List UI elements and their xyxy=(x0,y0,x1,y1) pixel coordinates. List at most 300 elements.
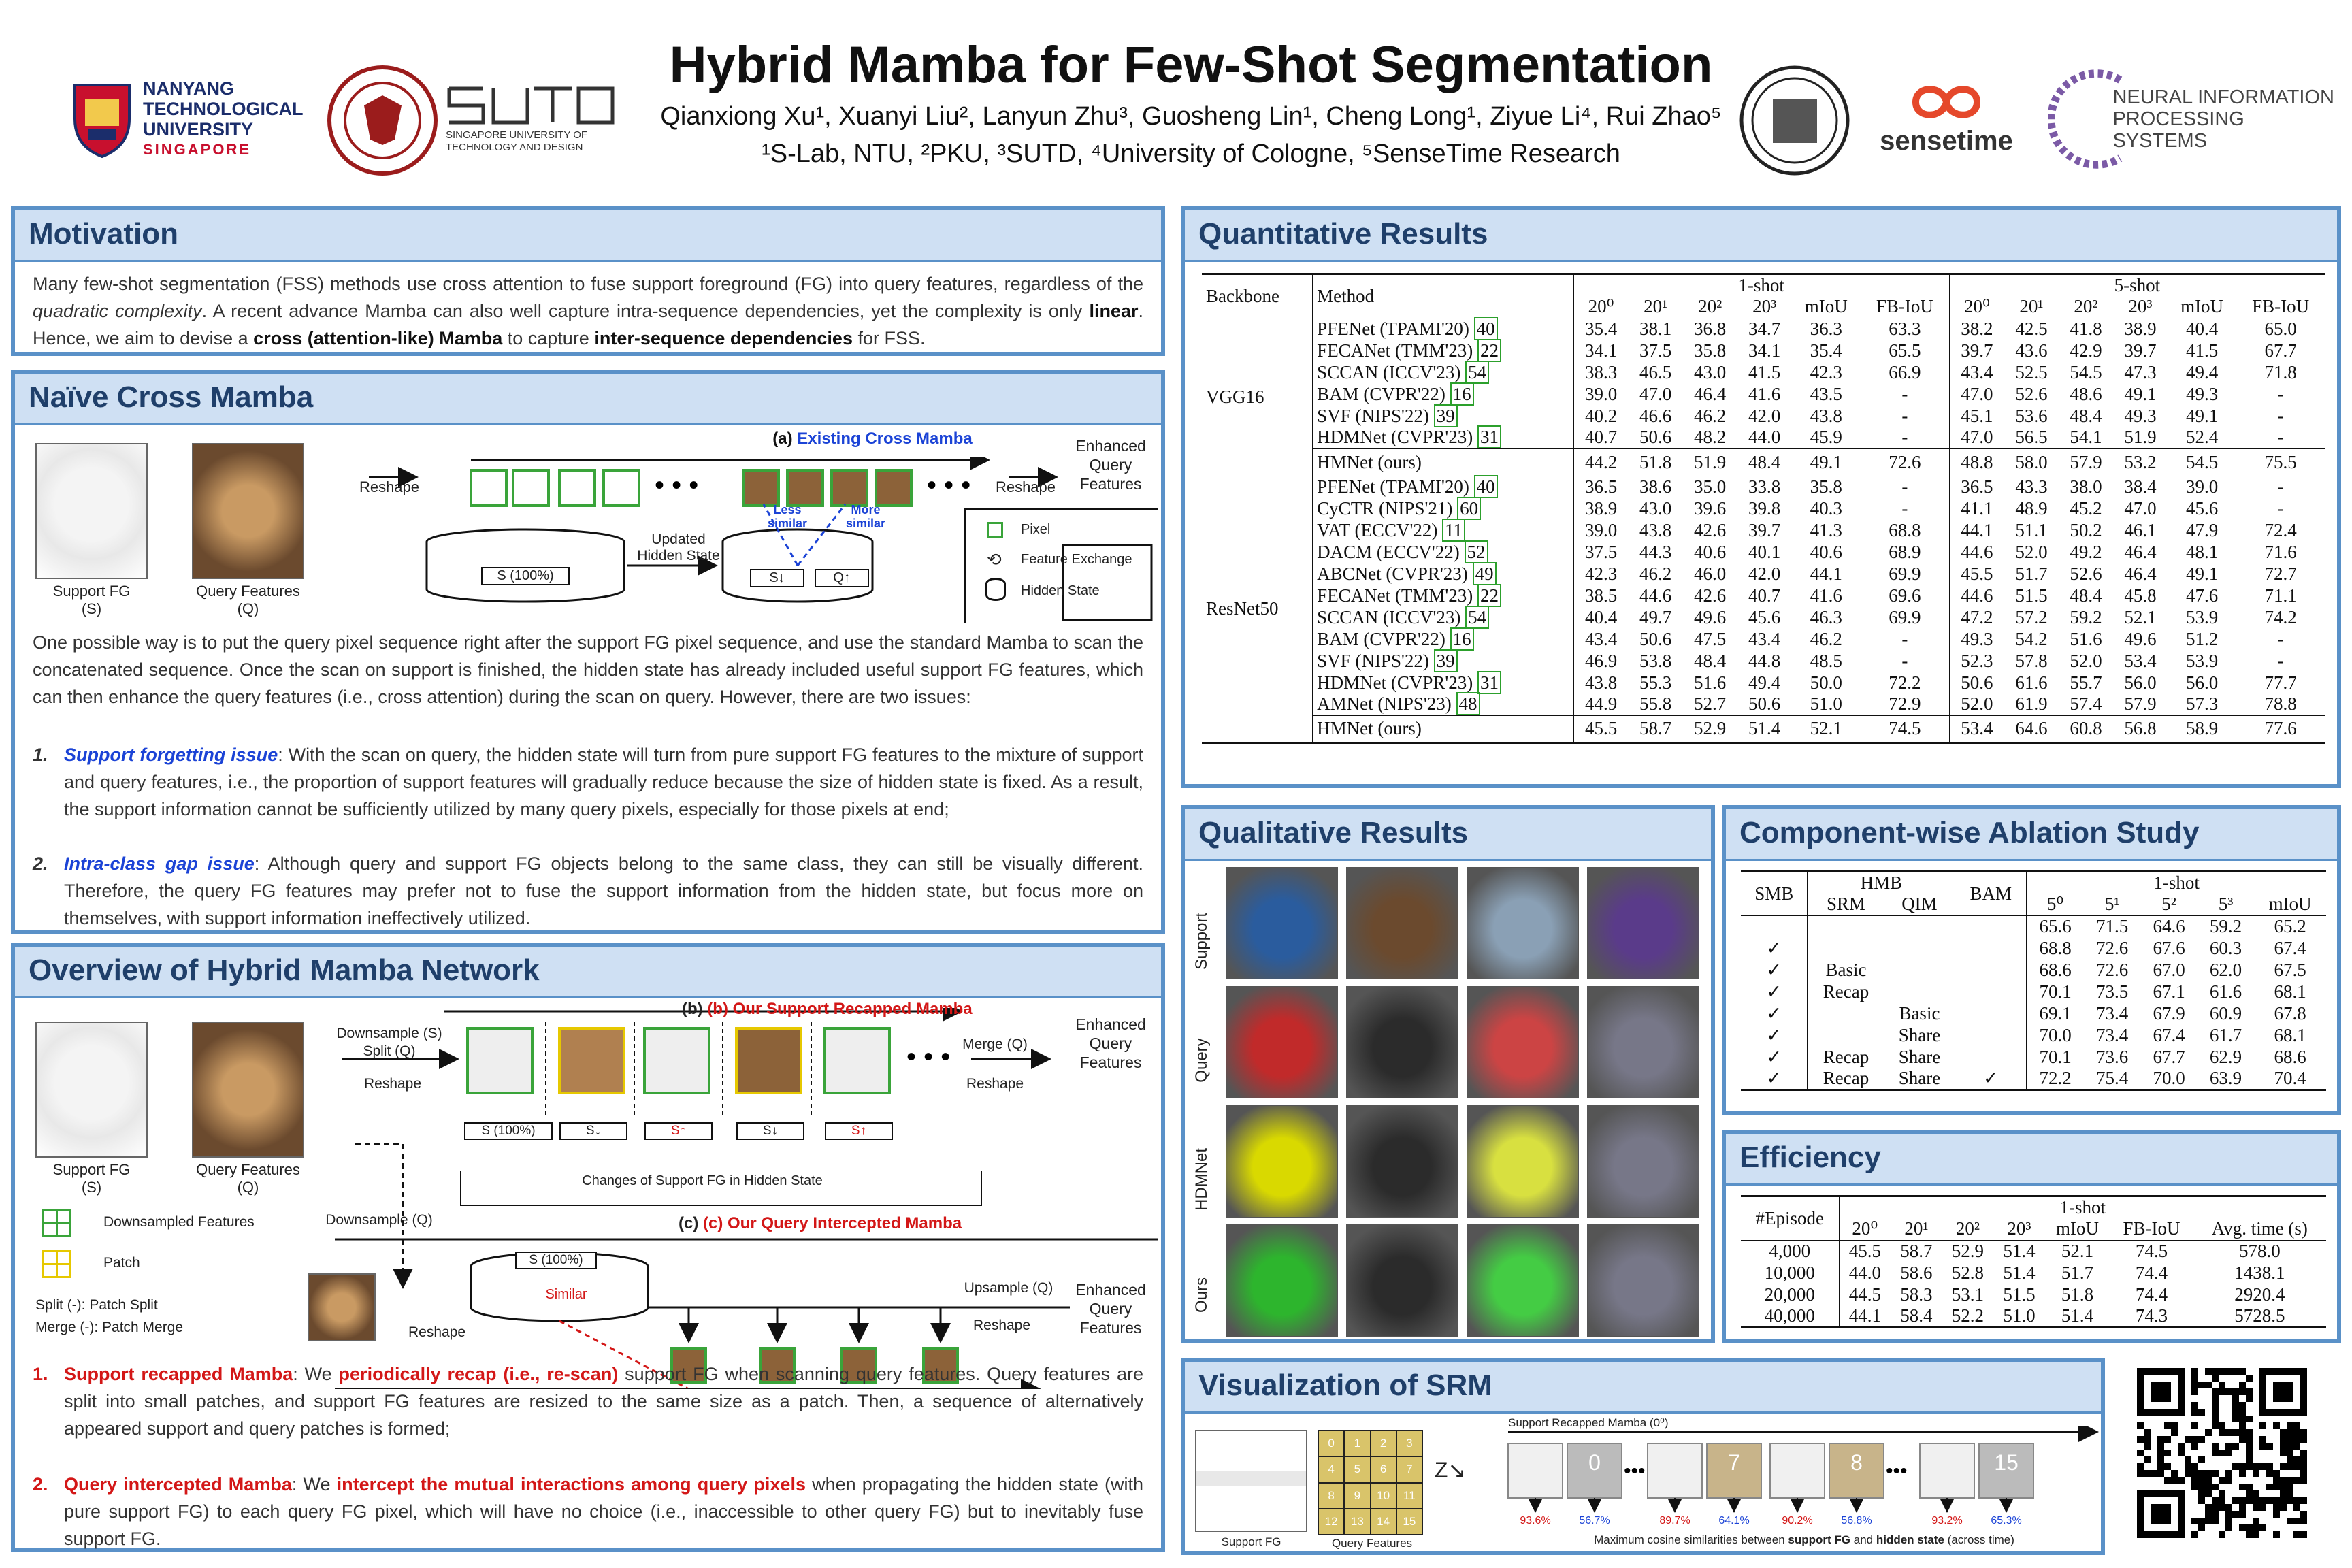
value-cell: 61.6 xyxy=(2209,981,2242,1002)
value-cell: 46.3 xyxy=(1810,606,1842,627)
grid-patch: 6 xyxy=(1371,1457,1396,1482)
value-cell: 10,000 xyxy=(1764,1262,1815,1283)
value-cell: 45.1 xyxy=(1949,405,2004,427)
section-title: Motivation xyxy=(15,210,1161,262)
table-row xyxy=(1202,672,2325,693)
col-1shot: 1-shot xyxy=(1839,1196,2326,1219)
citation-link[interactable]: 48 xyxy=(1456,692,1480,715)
value-cell: 40.6 xyxy=(1810,541,1842,562)
citation-link[interactable]: 11 xyxy=(1442,519,1465,542)
value-cell xyxy=(1955,1024,2027,1046)
value-cell: 48.5 xyxy=(1810,650,1842,671)
value-cell: 38.5 xyxy=(1573,585,1629,606)
value-cell: 52.8 xyxy=(1951,1262,1984,1283)
value-cell: 43.8 xyxy=(1573,672,1629,693)
enhanced-label: Enhanced Query Features xyxy=(1075,1015,1146,1071)
naive-cross-mamba-section xyxy=(11,370,1165,934)
reshape-label: Reshape xyxy=(966,1076,1024,1092)
srm-section xyxy=(1181,1358,2105,1555)
value-cell: 71.5 xyxy=(2096,915,2129,936)
value-cell: 65.6 xyxy=(2027,915,2084,937)
upsample-q-label: Upsample (Q) xyxy=(964,1280,1054,1296)
value-cell: 52.6 xyxy=(2015,383,2048,404)
value-cell: 46.2 xyxy=(1639,563,1672,584)
grid-patch: 15 xyxy=(1397,1509,1422,1534)
value-cell: 40.7 xyxy=(1748,585,1781,606)
value-cell: 42.0 xyxy=(1748,563,1781,584)
value-cell: 51.7 xyxy=(2061,1262,2094,1283)
split-q-label: Split (Q) xyxy=(363,1043,416,1059)
reshape-label: Reshape xyxy=(995,478,1056,495)
row-label-hdmnet: HDMNet xyxy=(1192,1148,1211,1211)
table-row xyxy=(1202,476,2325,497)
svg-text:• • •: • • • xyxy=(655,470,699,500)
value-cell: 43.4 xyxy=(1949,361,2004,383)
value-cell: 48.8 xyxy=(1949,448,2004,476)
neurips-logo xyxy=(2048,61,2334,177)
naive-body-text: One possible way is to put the query pixel sequence right after the support FG pixel sequence, and use the standard Mamba to scan the concatenated sequence. Once the scan on support is finished, the hidden state has already included useful support FG features, which can then enhance the query features (i.e., cross attention) during the scan on query. However, there are two issues: xyxy=(33,632,1143,707)
method-cell: PFENet (TPAMI'20) 40 xyxy=(1313,476,1573,497)
value-cell: Recap xyxy=(1808,1068,1884,1090)
support-fg-label: Support FG xyxy=(1221,1535,1281,1548)
support-fg-label: Support FG xyxy=(52,583,131,600)
qualitative-image xyxy=(1226,986,1338,1098)
value-cell: 51.4 xyxy=(2061,1305,2094,1326)
merge-q-label: Merge (Q) xyxy=(962,1036,1028,1052)
value-cell: 38.9 xyxy=(2124,318,2157,339)
qualitative-image xyxy=(1587,986,1699,1098)
value-cell: 67.4 xyxy=(2153,1024,2185,1045)
value-cell: ✓ xyxy=(1766,1068,1782,1088)
value-cell: 71.6 xyxy=(2264,541,2297,562)
value-cell: 38.1 xyxy=(1639,318,1672,339)
value-cell: 38.3 xyxy=(1573,361,1629,383)
value-cell: 42.6 xyxy=(1694,585,1727,606)
value-cell: 68.8 xyxy=(2027,937,2084,959)
col-fold: 20⁰ xyxy=(1949,296,2004,318)
table-row xyxy=(1202,606,2325,628)
value-cell: 44.8 xyxy=(1748,650,1781,671)
value-cell: 36.5 xyxy=(1949,476,2004,497)
figure-b-title: (b) (b) Our Support Recapped Mamba xyxy=(682,1000,973,1018)
value-cell: 49.6 xyxy=(1694,606,1727,627)
value-cell: 73.4 xyxy=(2096,1002,2129,1024)
value-cell: - xyxy=(1901,476,1908,497)
value-cell: ✓ xyxy=(1766,1046,1782,1067)
value-cell xyxy=(1884,915,1955,937)
value-cell: 38.9 xyxy=(1573,497,1629,519)
method-cell: HMNet (ours) xyxy=(1313,448,1573,476)
value-cell: 72.9 xyxy=(1889,693,1921,715)
citation-link[interactable]: 52 xyxy=(1465,540,1488,564)
col-fold: 5⁰ xyxy=(2027,894,2084,915)
citation-link[interactable]: 31 xyxy=(1477,671,1501,694)
enhanced-label: Enhanced Query Features xyxy=(1075,437,1146,493)
value-cell: 65.2 xyxy=(2274,915,2306,936)
value-cell: 49.1 xyxy=(2185,405,2219,426)
value-cell: 48.4 xyxy=(1748,451,1781,472)
col-fold: 20¹ xyxy=(1644,296,1668,317)
value-cell: 67.7 xyxy=(2153,1046,2185,1067)
value-cell: 68.8 xyxy=(1889,519,1921,540)
value-cell: Basic xyxy=(1899,1002,1940,1024)
value-cell: 52.9 xyxy=(1694,718,1727,738)
col-fold: mIoU xyxy=(2180,296,2224,317)
value-cell: 39.6 xyxy=(1694,497,1727,519)
table-row xyxy=(1202,541,2325,563)
value-cell: 45.5 xyxy=(1573,715,1629,742)
value-cell: 49.3 xyxy=(2185,383,2219,404)
citation-link[interactable]: 40 xyxy=(1474,475,1498,498)
grid-patch: 4 xyxy=(1319,1457,1343,1482)
value-cell: 50.6 xyxy=(1949,672,2004,693)
changes-caption: Changes of Support FG in Hidden State xyxy=(582,1173,823,1188)
value-cell: 34.7 xyxy=(1748,318,1781,339)
value-cell: 42.3 xyxy=(1573,563,1629,585)
col-qim: QIM xyxy=(1901,894,1938,915)
legend-split: Split (-): Patch Split xyxy=(35,1297,158,1313)
query-patch-grid xyxy=(1318,1430,1423,1535)
support-fg-sub: (S) xyxy=(81,1179,102,1196)
value-cell: 45.6 xyxy=(1748,606,1781,627)
query-sub: (Q) xyxy=(237,600,259,617)
value-cell: - xyxy=(2277,427,2284,448)
support-fg-image xyxy=(35,443,148,579)
value-cell: 38.4 xyxy=(2124,476,2157,497)
value-cell: 43.8 xyxy=(1810,405,1842,426)
value-cell: 41.3 xyxy=(1810,519,1842,540)
value-cell: 52.0 xyxy=(2015,541,2048,562)
value-cell: 77.7 xyxy=(2264,672,2297,693)
value-cell: 67.4 xyxy=(2274,937,2306,958)
value-cell: 67.1 xyxy=(2153,981,2185,1002)
value-cell: 62.0 xyxy=(2209,959,2242,980)
method-cell: AMNet (NIPS'23) 48 xyxy=(1313,693,1573,715)
value-cell: 39.7 xyxy=(1949,340,2004,361)
citation-link[interactable]: 31 xyxy=(1477,425,1501,448)
value-cell: 47.9 xyxy=(2185,519,2219,540)
citation-link[interactable]: 16 xyxy=(1450,382,1474,406)
table-row xyxy=(1202,427,2325,448)
query-label: Query Features xyxy=(196,1161,300,1178)
value-cell: 44.6 xyxy=(1949,585,2004,606)
value-cell: 57.4 xyxy=(2070,693,2102,715)
method-cell: HDMNet (CVPR'23) 31 xyxy=(1313,427,1573,448)
value-cell: 57.2 xyxy=(2015,606,2048,627)
citation-link[interactable]: 22 xyxy=(1477,339,1501,362)
qualitative-image xyxy=(1346,986,1458,1098)
citation-link[interactable]: 39 xyxy=(1434,649,1458,672)
poster-authors: Qianxiong Xu¹, Xuanyi Liu², Lanyun Zhu³, Guosheng Lin¹, Cheng Long¹, Ziyue Li⁴, Rui Zhao⁵ xyxy=(660,102,1722,131)
grid-patch: 1 xyxy=(1345,1431,1369,1456)
value-cell: 51.8 xyxy=(2061,1284,2094,1305)
value-cell: 49.4 xyxy=(1748,672,1781,693)
citation-link[interactable]: 60 xyxy=(1457,497,1481,520)
value-cell: 49.3 xyxy=(1949,628,2004,650)
section-title: Overview of Hybrid Mamba Network xyxy=(15,947,1161,998)
value-cell: 51.6 xyxy=(1694,672,1727,693)
col-fold: 5³ xyxy=(2218,894,2234,915)
value-cell: 51.0 xyxy=(2003,1305,2036,1326)
motivation-text: Many few-shot segmentation (FSS) methods use cross attention to fuse support foreground (FG) into query features, regardless of the quadratic complexity. A recent advance Mamba can also well capture intra-sequence dependencies, yet the complexity is only linear. Hence, we aim to devise a cross (attention-like) Mamba to capture inter-sequence dependencies for FSS. xyxy=(33,274,1143,348)
col-fold: 20³ xyxy=(2007,1218,2031,1239)
query-downsampled-image xyxy=(308,1273,376,1341)
table-row xyxy=(1202,361,2325,383)
value-cell: 64.6 xyxy=(2153,915,2185,936)
value-cell: 51.5 xyxy=(2015,585,2048,606)
neurips-logo-text: NEURAL INFORMATION xyxy=(2112,86,2334,108)
value-cell: 61.9 xyxy=(2015,693,2048,715)
grid-patch: 12 xyxy=(1319,1509,1343,1534)
backbone-cell: VGG16 xyxy=(1206,386,1264,407)
col-srm: SRM xyxy=(1808,894,1884,915)
legend-patch: Patch xyxy=(103,1255,140,1271)
value-cell: 70.0 xyxy=(2027,1024,2084,1046)
value-cell: 67.5 xyxy=(2274,959,2306,980)
value-cell: 1438.1 xyxy=(2234,1262,2285,1283)
reshape-label: Reshape xyxy=(973,1318,1031,1333)
value-cell: 71.8 xyxy=(2264,361,2297,382)
similarity-percent: 56.8% xyxy=(1841,1515,1872,1526)
qr-code-icon[interactable] xyxy=(2137,1368,2307,1538)
value-cell: 43.6 xyxy=(2015,340,2048,361)
value-cell: 50.6 xyxy=(1639,427,1672,448)
table-row xyxy=(1202,693,2325,715)
value-cell: 42.3 xyxy=(1810,361,1842,382)
value-cell: 53.9 xyxy=(2185,606,2219,627)
value-cell: 74.4 xyxy=(2135,1262,2168,1283)
ntu-logo-text: TECHNOLOGICAL xyxy=(143,99,304,119)
value-cell: 47.2 xyxy=(1949,606,2004,628)
ntu-logo-text: UNIVERSITY xyxy=(143,119,254,140)
value-cell: 58.7 xyxy=(1900,1240,1933,1261)
sutd-logo-text: SINGAPORE UNIVERSITY OF xyxy=(446,129,588,141)
value-cell: 51.4 xyxy=(2003,1240,2036,1261)
col-fold: FB-IoU xyxy=(2252,296,2310,317)
value-cell: - xyxy=(2277,497,2284,519)
value-cell: 66.9 xyxy=(1889,361,1921,382)
value-cell: ✓ xyxy=(1766,959,1782,980)
support-fg-label: Support FG xyxy=(52,1161,131,1178)
value-cell: 56.8 xyxy=(2124,718,2157,738)
citation-link[interactable]: 16 xyxy=(1450,627,1474,651)
qualitative-image xyxy=(1587,1105,1699,1218)
value-cell: 53.1 xyxy=(1951,1284,1984,1305)
value-cell: 42.5 xyxy=(2015,318,2048,339)
col-fold: 20² xyxy=(1698,296,1722,317)
value-cell: Share xyxy=(1898,1024,1941,1045)
value-cell: 60.9 xyxy=(2209,1002,2242,1024)
citation-link[interactable]: 40 xyxy=(1474,317,1498,340)
qualitative-image xyxy=(1226,1105,1338,1218)
col-backbone: Backbone xyxy=(1206,285,1279,306)
citation-link[interactable]: 54 xyxy=(1465,606,1489,629)
value-cell: 44.2 xyxy=(1573,448,1629,476)
table-row xyxy=(1202,497,2325,519)
figure-a-title: (a) Existing Cross Mamba xyxy=(772,429,973,448)
value-cell xyxy=(1955,937,2027,959)
similarity-percent: 90.2% xyxy=(1782,1515,1813,1526)
citation-link[interactable]: 49 xyxy=(1473,562,1497,585)
value-cell: 52.2 xyxy=(1951,1305,1984,1326)
value-cell: 4,000 xyxy=(1769,1240,1811,1261)
value-cell: 69.6 xyxy=(1889,585,1921,606)
value-cell: 51.4 xyxy=(1748,718,1781,738)
value-cell: 40,000 xyxy=(1764,1305,1815,1326)
value-cell: 60.8 xyxy=(2070,718,2102,738)
value-cell: 46.6 xyxy=(1639,405,1672,426)
qualitative-image xyxy=(1587,867,1699,979)
value-cell: 52.7 xyxy=(1694,693,1727,715)
col-miou: mIoU xyxy=(2268,894,2312,915)
value-cell: 60.3 xyxy=(2209,937,2242,958)
citation-link[interactable]: 39 xyxy=(1434,404,1458,427)
value-cell: 56.0 xyxy=(2124,672,2157,693)
reshape-label: Reshape xyxy=(363,1076,422,1092)
value-cell: 40.4 xyxy=(2185,318,2219,339)
similarity-percent: 65.3% xyxy=(1991,1515,2022,1526)
poster-title: Hybrid Mamba for Few-Shot Segmentation xyxy=(669,36,1713,94)
value-cell: 44.1 xyxy=(1839,1305,1891,1328)
method-cell: FECANet (TMM'23) 22 xyxy=(1313,585,1573,606)
value-cell: 41.5 xyxy=(1748,361,1781,382)
value-cell: 44.3 xyxy=(1639,541,1672,562)
airplane-image xyxy=(1195,1430,1307,1532)
value-cell: 67.6 xyxy=(2153,937,2185,958)
value-cell: 51.2 xyxy=(2185,628,2219,649)
value-cell: Basic xyxy=(1808,959,1884,981)
svg-text:•••: ••• xyxy=(1624,1460,1646,1482)
value-cell: 39.7 xyxy=(1748,519,1781,540)
value-cell: 51.5 xyxy=(2003,1284,2036,1305)
value-cell: 43.4 xyxy=(1573,628,1629,650)
value-cell: 48.2 xyxy=(1694,427,1727,448)
value-cell: 51.9 xyxy=(2124,427,2157,448)
downsample-s-label: Downsample (S) xyxy=(336,1026,442,1041)
col-fold: 20² xyxy=(2074,296,2098,317)
value-cell: 35.4 xyxy=(1573,318,1629,340)
quantitative-table xyxy=(1202,273,2325,744)
citation-link[interactable]: 22 xyxy=(1477,584,1501,607)
value-cell: 70.1 xyxy=(2027,981,2084,1002)
value-cell: 49.4 xyxy=(2185,361,2219,382)
citation-link[interactable]: 54 xyxy=(1465,361,1489,384)
value-cell: 35.8 xyxy=(1694,340,1727,361)
value-cell: 38.2 xyxy=(1949,318,2004,340)
value-cell: 69.9 xyxy=(1889,563,1921,584)
value-cell: 34.1 xyxy=(1748,340,1781,361)
method-cell: HMNet (ours) xyxy=(1313,715,1573,742)
value-cell: 52.3 xyxy=(1949,650,2004,672)
value-cell: 43.8 xyxy=(1639,519,1672,540)
state-box: S↓ xyxy=(559,1122,627,1140)
value-cell: 45.6 xyxy=(2185,497,2219,519)
grid-patch: 3 xyxy=(1397,1431,1422,1456)
value-cell: - xyxy=(1901,405,1908,426)
overview-item-1: 1. Support recapped Mamba: We periodically recap (i.e., re-scan) support FG when scanning query features. Query features are split into small patches, and support FG features are resized to the same size as a patch. Then, a sequence of alternatively appeared support and query patches is formed; xyxy=(33,1364,1143,1439)
value-cell: 52.9 xyxy=(1951,1240,1984,1261)
value-cell: 46.1 xyxy=(2124,519,2157,540)
value-cell: 65.0 xyxy=(2264,318,2297,339)
value-cell: ✓ xyxy=(1766,1002,1782,1024)
value-cell xyxy=(1955,981,2027,1002)
value-cell: 53.4 xyxy=(1949,715,2004,742)
downsample-q-label: Downsample (Q) xyxy=(325,1212,433,1228)
method-cell: PFENet (TPAMI'20) 40 xyxy=(1313,318,1573,340)
method-cell: FECANet (TMM'23) 22 xyxy=(1313,340,1573,361)
value-cell: 53.8 xyxy=(1639,650,1672,671)
value-cell: 47.6 xyxy=(2185,585,2219,606)
overview-section xyxy=(11,943,1165,1552)
method-cell: SCCAN (ICCV'23) 54 xyxy=(1313,606,1573,628)
value-cell: - xyxy=(2277,650,2284,671)
legend-merge: Merge (-): Patch Merge xyxy=(35,1320,184,1335)
value-cell: 48.9 xyxy=(2015,497,2048,519)
value-cell: 75.5 xyxy=(2264,451,2297,472)
col-fold: mIoU xyxy=(1804,296,1848,317)
value-cell: 46.0 xyxy=(1694,563,1727,584)
poster-affiliations: ¹S-Lab, NTU, ²PKU, ³SUTD, ⁴University of Cologne, ⁵SenseTime Research xyxy=(762,140,1620,168)
section-title: Component-wise Ablation Study xyxy=(1726,809,2337,861)
table-row xyxy=(1202,650,2325,672)
col-fold: 20⁰ xyxy=(1573,296,1629,318)
similarity-percent: 64.1% xyxy=(1718,1515,1750,1526)
similarity-percent: 56.7% xyxy=(1579,1515,1610,1526)
value-cell: 52.4 xyxy=(2185,427,2219,448)
value-cell: 57.9 xyxy=(2070,451,2102,472)
value-cell: 54.2 xyxy=(2015,628,2048,649)
value-cell: 61.6 xyxy=(2015,672,2048,693)
value-cell: 51.8 xyxy=(1639,451,1672,472)
value-cell: 44.6 xyxy=(1949,541,2004,563)
col-fold: 20³ xyxy=(2128,296,2153,317)
grid-patch: 10 xyxy=(1371,1484,1396,1508)
legend-pixel: Pixel xyxy=(1021,522,1051,537)
similarity-percent: 93.6% xyxy=(1520,1515,1551,1526)
value-cell: 47.5 xyxy=(1694,628,1727,649)
value-cell: Recap xyxy=(1808,1046,1884,1068)
pixel-legend-icon xyxy=(987,522,1003,538)
value-cell: 41.6 xyxy=(1748,383,1781,404)
value-cell: 68.9 xyxy=(1889,541,1921,562)
value-cell: 44.5 xyxy=(1839,1284,1891,1305)
qualitative-image xyxy=(1346,1105,1458,1218)
value-cell: 39.0 xyxy=(2185,476,2219,497)
value-cell: 72.2 xyxy=(1889,672,1921,693)
value-cell: 50.0 xyxy=(1810,672,1842,693)
value-cell: 72.6 xyxy=(2096,937,2129,958)
value-cell: 58.6 xyxy=(1900,1262,1933,1283)
value-cell: 40.2 xyxy=(1573,405,1629,427)
exchange-legend-icon: ⟲ xyxy=(987,549,1002,570)
value-cell: 46.2 xyxy=(1810,628,1842,649)
zigzag-icon: Z↘ xyxy=(1434,1458,1467,1482)
value-cell: 33.8 xyxy=(1748,476,1781,497)
table-row xyxy=(1202,585,2325,606)
col-fold: 5¹ xyxy=(2104,894,2120,915)
value-cell: - xyxy=(1901,497,1908,519)
legend-hidden: Hidden State xyxy=(1021,583,1100,598)
value-cell: 55.3 xyxy=(1639,672,1672,693)
value-cell: 44.1 xyxy=(1949,519,2004,541)
col-fold: 20⁰ xyxy=(1839,1218,1891,1240)
value-cell xyxy=(1884,981,1955,1002)
value-cell: ✓ xyxy=(1766,937,1782,958)
value-cell: - xyxy=(1901,383,1908,404)
support-fg-sub: (S) xyxy=(81,600,102,617)
srm-arrow-label: Support Recapped Mamba (0⁰) xyxy=(1508,1416,1669,1429)
value-cell: 70.0 xyxy=(2153,1068,2185,1088)
